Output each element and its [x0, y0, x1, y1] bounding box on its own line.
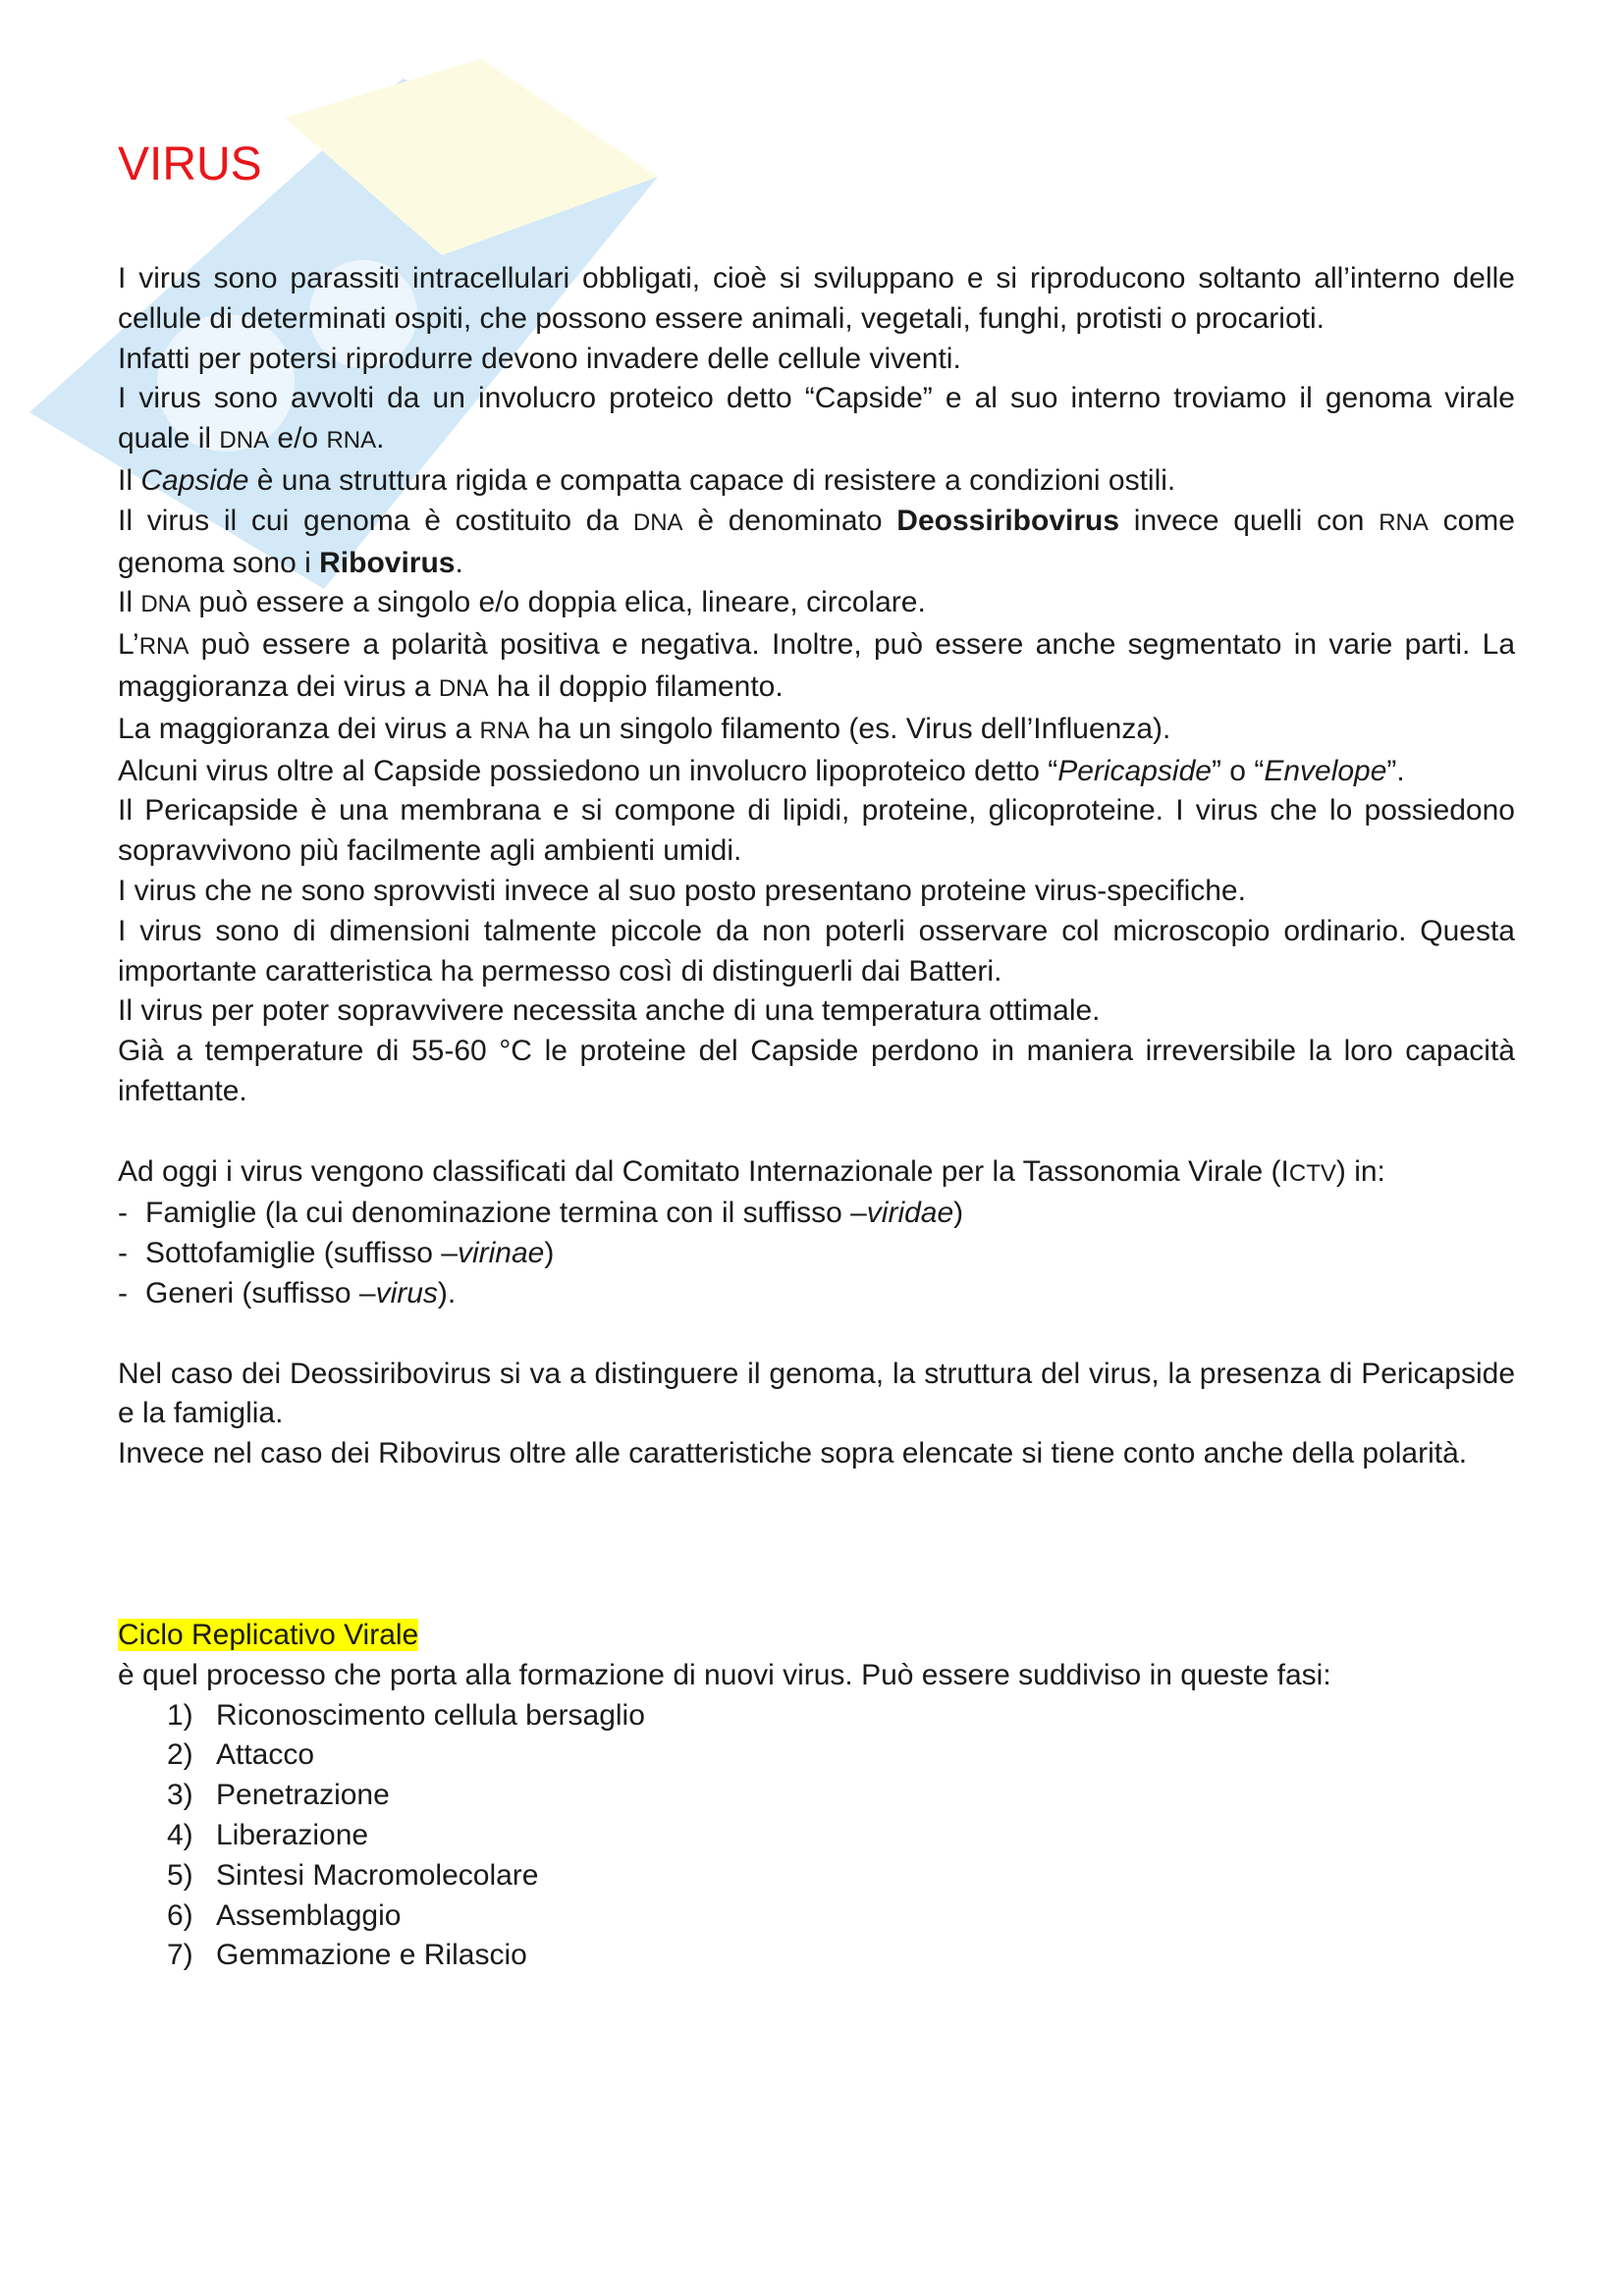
paragraph: Alcuni virus oltre al Capside possiedono un involucro lipoproteico detto “Pericapside” o “Envelope”. — [118, 754, 1405, 787]
paragraph: I virus che ne sono sprovvisti invece al suo posto presentano proteine virus-specifiche. — [118, 874, 1246, 907]
spacer — [118, 1112, 1515, 1152]
list-item: 1) Riconoscimento cellula bersaglio — [167, 1698, 645, 1732]
list-item: - Famiglie (la cui denominazione termina con il suffisso –viridae) — [118, 1197, 964, 1230]
paragraph: Già a temperature di 55-60 °C le proteine del Capside perdono in maniera irreversibile la loro capacità infettante. — [118, 1035, 1515, 1107]
section-heading: Ciclo Replicativo Virale — [118, 1619, 419, 1651]
body-text — [118, 259, 1515, 1474]
list-item: 7) Gemmazione e Rilascio — [167, 1939, 527, 1972]
page-title: VIRUS — [118, 138, 262, 190]
list-item: 6) Assemblaggio — [167, 1898, 402, 1932]
paragraph: I virus sono parassiti intracellulari obbligati, cioè si sviluppano e si riproducono soltanto all’interno delle cellule di determinati ospiti, che possono essere animali, vegetali, funghi, protisti o procarioti. — [118, 262, 1515, 335]
paragraph: Infatti per potersi riprodurre devono invadere delle cellule viventi. — [118, 342, 961, 375]
paragraph: La maggioranza dei virus a RNA ha un singolo filamento (es. Virus dell’Influenza). — [118, 712, 1171, 745]
list-item: 5) Sintesi Macromolecolare — [167, 1858, 539, 1892]
paragraph: I virus sono avvolti da un involucro proteico detto “Capside” e al suo interno troviamo il genoma virale quale il DNA e/o RNA. — [118, 382, 1515, 455]
list-item: 2) Attacco — [167, 1738, 315, 1772]
paragraph: Il Capside è una struttura rigida e compatta capace di resistere a condizioni ostili. — [118, 463, 1176, 497]
list-item: 4) Liberazione — [167, 1818, 369, 1851]
classification-list — [118, 1194, 1515, 1313]
paragraph: I virus sono di dimensioni talmente piccole da non poterli osservare col microscopio ordinario. Questa importante caratteristica ha permesso così di distinguerli dai Batteri. — [118, 914, 1515, 988]
paragraph: Invece nel caso dei Ribovirus oltre alle caratteristiche sopra elencate si tiene conto anche della polarità. — [118, 1437, 1468, 1470]
paragraph: Ad oggi i virus vengono classificati dal Comitato Internazionale per la Tassonomia Virale (ICTV) in: — [118, 1154, 1385, 1188]
paragraph: Il DNA può essere a singolo e/o doppia elica, lineare, circolare. — [118, 586, 926, 619]
list-item: 3) Penetrazione — [167, 1779, 390, 1812]
paragraph: Nel caso dei Deossiribovirus si va a distinguere il genoma, la struttura del virus, la presenza di Pericapside e la famiglia. — [118, 1357, 1515, 1430]
paragraph: Il virus per poter sopravvivere necessita anche di una temperatura ottimale. — [118, 994, 1101, 1028]
spacer — [118, 1314, 1515, 1355]
steps-list — [118, 1696, 1515, 1977]
paragraph: Il Pericapside è una membrana e si compone di lipidi, proteine, glicoproteine. I virus che lo possiedono sopravvivono più facilmente agli ambienti umidi. — [118, 794, 1515, 868]
list-item: - Generi (suffisso –virus). — [118, 1276, 457, 1309]
paragraph: Il virus il cui genoma è costituito da DNA è denominato Deossiribovirus invece quelli con RNA come genoma sono i Ribovirus. — [118, 504, 1515, 579]
replication-cycle-section — [118, 1616, 1515, 1976]
list-item: - Sottofamiglie (suffisso –virinae) — [118, 1237, 555, 1270]
section-intro: è quel processo che porta alla formazione di nuovi virus. Può essere suddiviso in queste fasi: — [118, 1658, 1331, 1691]
paragraph: L’RNA può essere a polarità positiva e negativa. Inoltre, può essere anche segmentato in varie parti. La maggioranza dei virus a DNA ha il doppio filamento. — [118, 628, 1515, 703]
